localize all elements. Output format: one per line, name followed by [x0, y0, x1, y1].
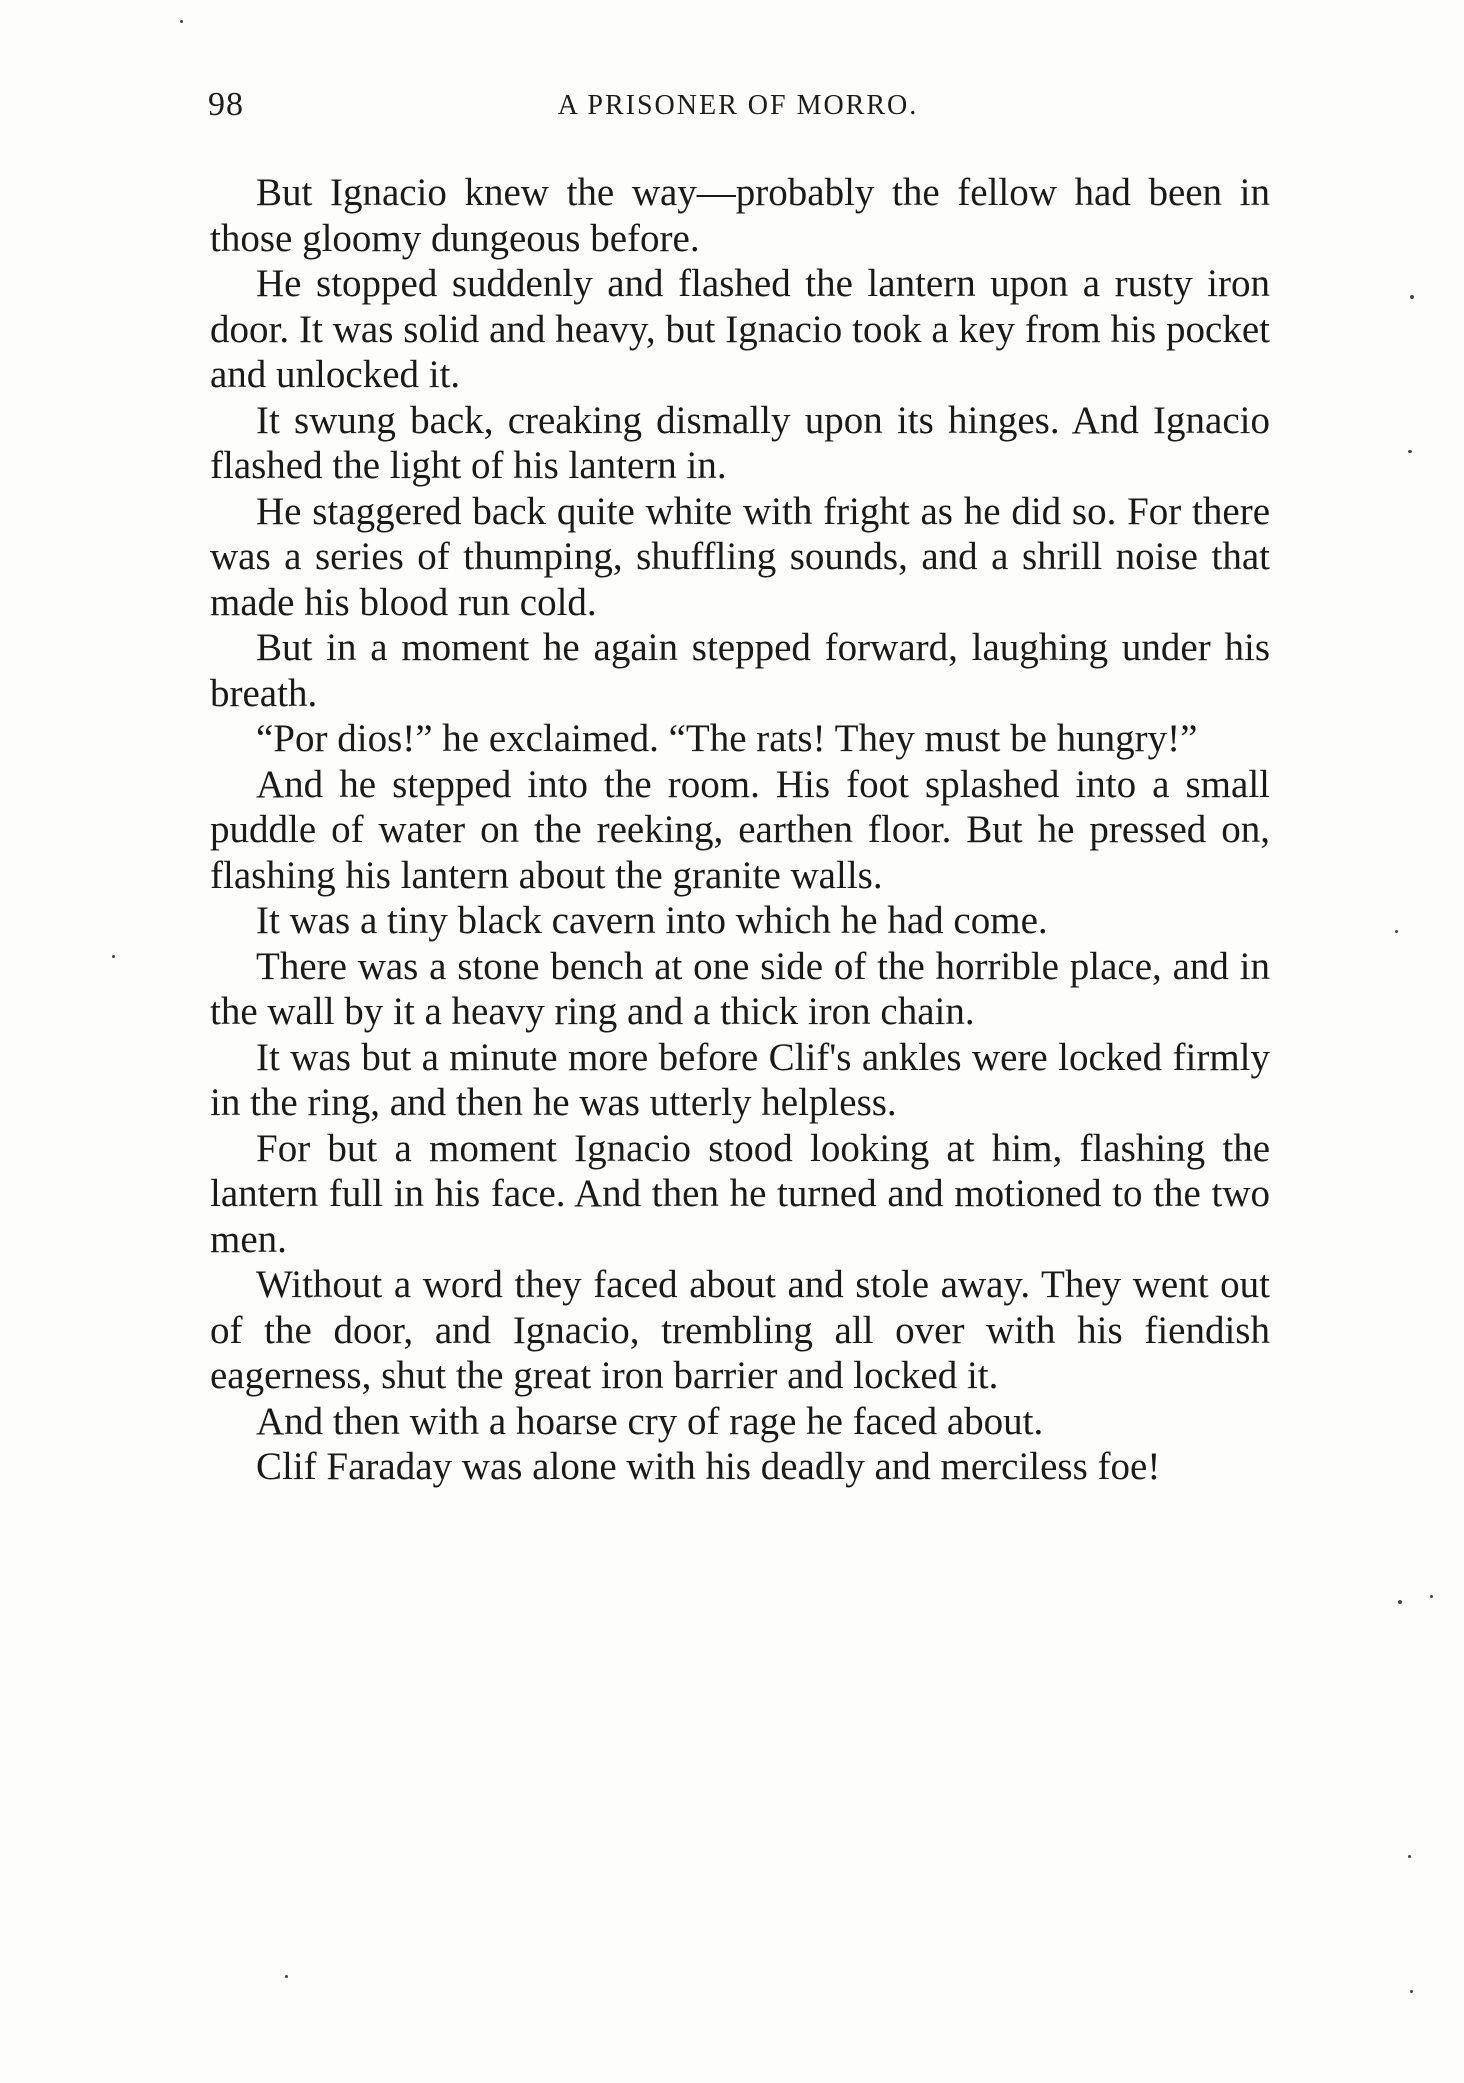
scan-speck	[1408, 450, 1412, 453]
paragraph: It was but a minute more before Clif's ankles were locked firmly in the ring, and then he was utterly helpless.	[210, 1035, 1270, 1124]
paragraph: “Por dios!” he exclaimed. “The rats! They must be hungry!”	[256, 717, 1198, 760]
scan-speck	[285, 1975, 288, 1978]
scan-speck	[1410, 1990, 1413, 1993]
body-text	[210, 170, 1270, 1490]
paragraph: It was a tiny black cavern into which he had come.	[256, 899, 1048, 942]
paragraph: But Ignacio knew the way—probably the fellow had been in those gloomy dungeous before.	[210, 171, 1270, 260]
page-header	[208, 86, 1268, 136]
scan-speck	[1395, 930, 1398, 933]
paragraph: He stopped suddenly and flashed the lantern upon a rusty iron door. It was solid and heavy, but Ignacio took a key from his pocket and unlocked it.	[210, 262, 1270, 396]
scan-speck	[180, 20, 183, 23]
paragraph: For but a moment Ignacio stood looking at him, flashing the lantern full in his face. And then he turned and motioned to the two men.	[210, 1126, 1270, 1261]
paragraph: Without a word they faced about and stole away. They went out of the door, and Ignacio, trembling all over with his fiendish eagerness, shut the great iron barrier and locked it.	[210, 1263, 1270, 1397]
scan-speck	[1410, 295, 1414, 299]
paragraph: He staggered back quite white with fright as he did so. For there was a series of thumping, shuffling sounds, and a shrill noise that made his blood run cold.	[210, 489, 1270, 624]
paragraph: Clif Faraday was alone with his deadly and merciless foe!	[256, 1445, 1161, 1488]
scan-speck	[1398, 1600, 1402, 1604]
running-head: A PRISONER OF MORRO.	[557, 90, 919, 121]
paragraph: It swung back, creaking dismally upon its hinges. And Ignacio flashed the light of his lantern in.	[210, 398, 1270, 487]
scan-speck	[1408, 1855, 1411, 1858]
paragraph: But in a moment he again stepped forward, laughing under his breath.	[210, 626, 1270, 715]
paragraph: And then with a hoarse cry of rage he faced about.	[256, 1399, 1044, 1443]
paragraph: And he stepped into the room. His foot splashed into a small puddle of water on the reeking, earthen floor. But he pressed on, flashing his lantern about the granite walls.	[210, 762, 1270, 897]
scan-speck	[112, 955, 115, 958]
scan-speck	[1430, 1595, 1433, 1598]
page-number: 98	[208, 86, 244, 123]
paragraph: There was a stone bench at one side of the horrible place, and in the wall by it a heavy ring and a thick iron chain.	[210, 944, 1270, 1033]
